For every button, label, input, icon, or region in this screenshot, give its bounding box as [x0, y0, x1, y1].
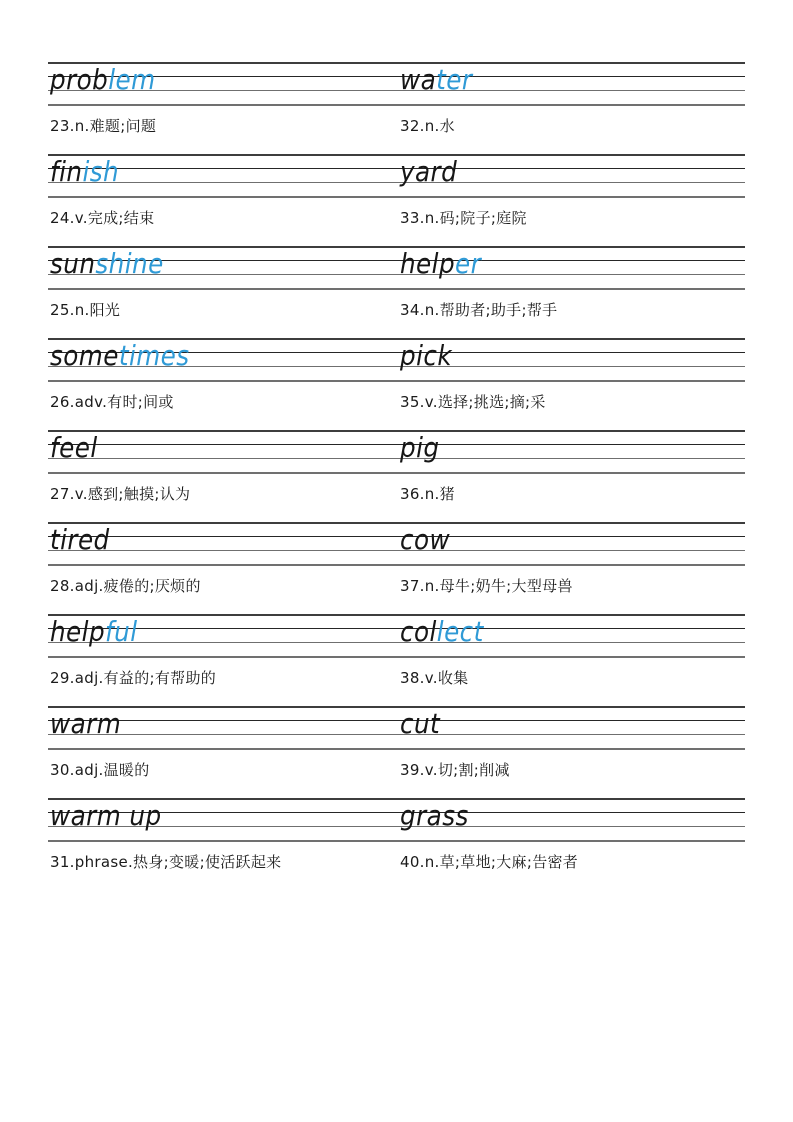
chinese-gloss: 27.v.感到;触摸;认为: [50, 485, 191, 503]
english-word: [400, 707, 440, 740]
word-part-black: warm: [50, 707, 122, 740]
word-part-blue: er: [455, 247, 482, 280]
vocab-entry: [50, 338, 395, 430]
word-part-black: wa: [400, 63, 437, 96]
vocab-entry: [400, 338, 745, 430]
vocab-row: [48, 798, 745, 890]
chinese-gloss: 23.n.难题;问题: [50, 117, 157, 135]
vocab-row: [48, 338, 745, 430]
word-part-black: help: [400, 247, 456, 280]
english-word: [50, 339, 190, 372]
chinese-gloss: 35.v.选择;挑选;摘;采: [400, 393, 546, 411]
word-part-black: pick: [400, 339, 453, 372]
word-part-black: cut: [400, 707, 441, 740]
english-word: [400, 799, 469, 832]
vocab-entry: [400, 614, 745, 706]
english-word: [50, 523, 110, 556]
english-word: [400, 247, 481, 280]
chinese-gloss: 38.v.收集: [400, 669, 469, 687]
chinese-gloss: 31.phrase.热身;变暖;使活跃起来: [50, 853, 282, 871]
word-part-black: help: [50, 615, 106, 648]
english-word: [400, 615, 484, 648]
word-part-blue: lem: [108, 63, 156, 96]
chinese-gloss: 34.n.帮助者;助手;帮手: [400, 301, 558, 319]
english-word: [50, 615, 137, 648]
chinese-gloss: 39.v.切;割;削减: [400, 761, 510, 779]
word-part-black: fin: [50, 155, 83, 188]
word-part-black: warm up: [50, 799, 162, 832]
english-word: [400, 155, 457, 188]
english-word: [400, 339, 452, 372]
word-part-black: sun: [50, 247, 96, 280]
word-part-blue: shine: [95, 247, 164, 280]
vocab-entry: [50, 62, 395, 154]
chinese-gloss: 25.n.阳光: [50, 301, 121, 319]
vocab-entry: [50, 614, 395, 706]
vocab-entry: [400, 246, 745, 338]
word-part-black: tired: [50, 523, 110, 556]
chinese-gloss: 29.adj.有益的;有帮助的: [50, 669, 217, 687]
word-part-blue: ful: [105, 615, 138, 648]
word-part-black: cow: [400, 523, 451, 556]
vocab-row: [48, 706, 745, 798]
vocab-entry: [400, 522, 745, 614]
vocab-entry: [400, 430, 745, 522]
english-word: [400, 63, 472, 96]
chinese-gloss: 30.adj.温暖的: [50, 761, 150, 779]
word-part-black: grass: [400, 799, 469, 832]
word-part-black: some: [50, 339, 119, 372]
vocab-row: [48, 154, 745, 246]
vocab-entry: [50, 246, 395, 338]
english-word: [50, 799, 162, 832]
word-part-blue: ish: [82, 155, 120, 188]
word-part-blue: lect: [436, 615, 484, 648]
english-word: [400, 431, 439, 464]
chinese-gloss: 40.n.草;草地;大麻;告密者: [400, 853, 579, 871]
word-part-black: col: [400, 615, 437, 648]
chinese-gloss: 28.adj.疲倦的;厌烦的: [50, 577, 201, 595]
vocab-row: [48, 246, 745, 338]
chinese-gloss: 32.n.水: [400, 117, 455, 135]
chinese-gloss: 36.n.猪: [400, 485, 455, 503]
english-word: [50, 63, 156, 96]
vocab-row: [48, 62, 745, 154]
vocab-row: [48, 522, 745, 614]
word-part-black: pig: [400, 431, 440, 464]
vocab-entry: [50, 154, 395, 246]
word-part-black: prob: [50, 63, 109, 96]
english-word: [50, 155, 119, 188]
vocab-entry: [400, 62, 745, 154]
vocab-entry: [400, 798, 745, 890]
chinese-gloss: 26.adv.有时;间或: [50, 393, 174, 411]
vocab-entry: [50, 522, 395, 614]
vocab-row: [48, 614, 745, 706]
chinese-gloss: 37.n.母牛;奶牛;大型母兽: [400, 577, 573, 595]
vocab-entry: [400, 154, 745, 246]
word-part-black: yard: [400, 155, 458, 188]
vocab-row: [48, 430, 745, 522]
english-word: [50, 247, 164, 280]
word-part-blue: ter: [436, 63, 473, 96]
vocab-entry: [50, 798, 395, 890]
word-part-black: feel: [50, 431, 98, 464]
vocab-entry: [50, 706, 395, 798]
vocab-entry: [50, 430, 395, 522]
vocab-entry: [400, 706, 745, 798]
english-word: [50, 707, 121, 740]
word-part-blue: times: [118, 339, 190, 372]
chinese-gloss: 24.v.完成;结束: [50, 209, 155, 227]
english-word: [50, 431, 98, 464]
english-word: [400, 523, 450, 556]
chinese-gloss: 33.n.码;院子;庭院: [400, 209, 527, 227]
